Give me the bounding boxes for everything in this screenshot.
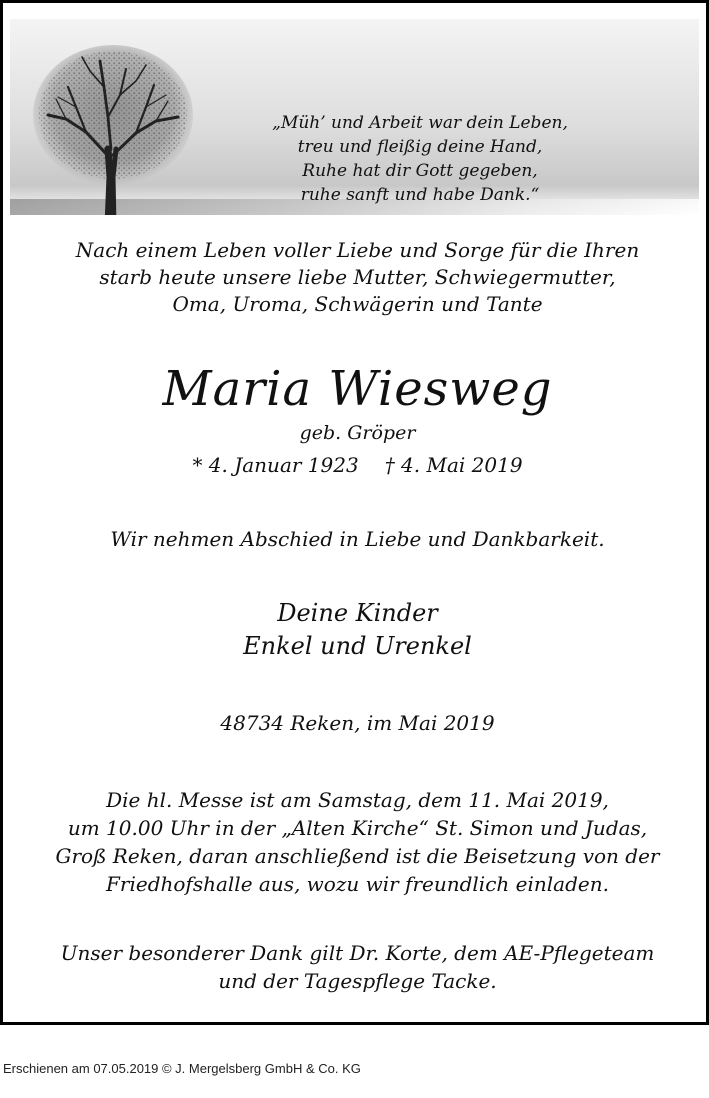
death-date: † 4. Mai 2019 bbox=[384, 453, 523, 477]
mass-line: um 10.00 Uhr in der „Alten Kirche“ St. Simon und Judas, bbox=[67, 816, 648, 840]
poem-line: Ruhe hat dir Gott gegeben, bbox=[302, 161, 538, 181]
header-image-band bbox=[10, 19, 699, 215]
birth-date: * 4. Januar 1923 bbox=[192, 453, 359, 477]
life-dates bbox=[23, 451, 692, 479]
family-line: Enkel und Urenkel bbox=[243, 632, 472, 660]
poem-line: ruhe sanft und habe Dank.“ bbox=[300, 185, 540, 205]
mass-line: Groß Reken, daran anschließend ist die Beisetzung von der bbox=[55, 844, 660, 868]
tree-icon bbox=[28, 37, 198, 215]
publication-footer: Erschienen am 07.05.2019 © J. Mergelsberg GmbH & Co. KG bbox=[3, 1061, 361, 1076]
farewell-text: Wir nehmen Abschied in Liebe und Dankbarkeit. bbox=[110, 527, 605, 551]
thanks-line: Unser besonderer Dank gilt Dr. Korte, dem AE-Pflegeteam bbox=[60, 941, 655, 965]
birth-name: geb. Gröper bbox=[299, 422, 416, 444]
deceased-name: Maria Wiesweg bbox=[162, 361, 553, 417]
family-line: Deine Kinder bbox=[277, 599, 438, 627]
thanks-line: und der Tagespflege Tacke. bbox=[218, 969, 497, 993]
mass-line: Die hl. Messe ist am Samstag, dem 11. Mai 2019, bbox=[106, 788, 609, 812]
mass-line: Friedhofshalle aus, wozu wir freundlich einladen. bbox=[106, 872, 609, 896]
place-date: 48734 Reken, im Mai 2019 bbox=[220, 711, 495, 735]
intro-line: Oma, Uroma, Schwägerin und Tante bbox=[172, 292, 543, 316]
intro-text bbox=[23, 237, 692, 318]
mass-announcement bbox=[23, 786, 692, 898]
poem-line: treu und fleißig deine Hand, bbox=[297, 137, 543, 157]
intro-line: Nach einem Leben voller Liebe und Sorge für die Ihren bbox=[75, 238, 640, 262]
thanks-text bbox=[23, 939, 692, 995]
intro-line: starb heute unsere liebe Mutter, Schwiegermutter, bbox=[99, 265, 616, 289]
poem-verse bbox=[250, 111, 590, 207]
family-signature bbox=[23, 597, 692, 663]
poem-line: „Müh’ und Arbeit war dein Leben, bbox=[272, 113, 568, 133]
